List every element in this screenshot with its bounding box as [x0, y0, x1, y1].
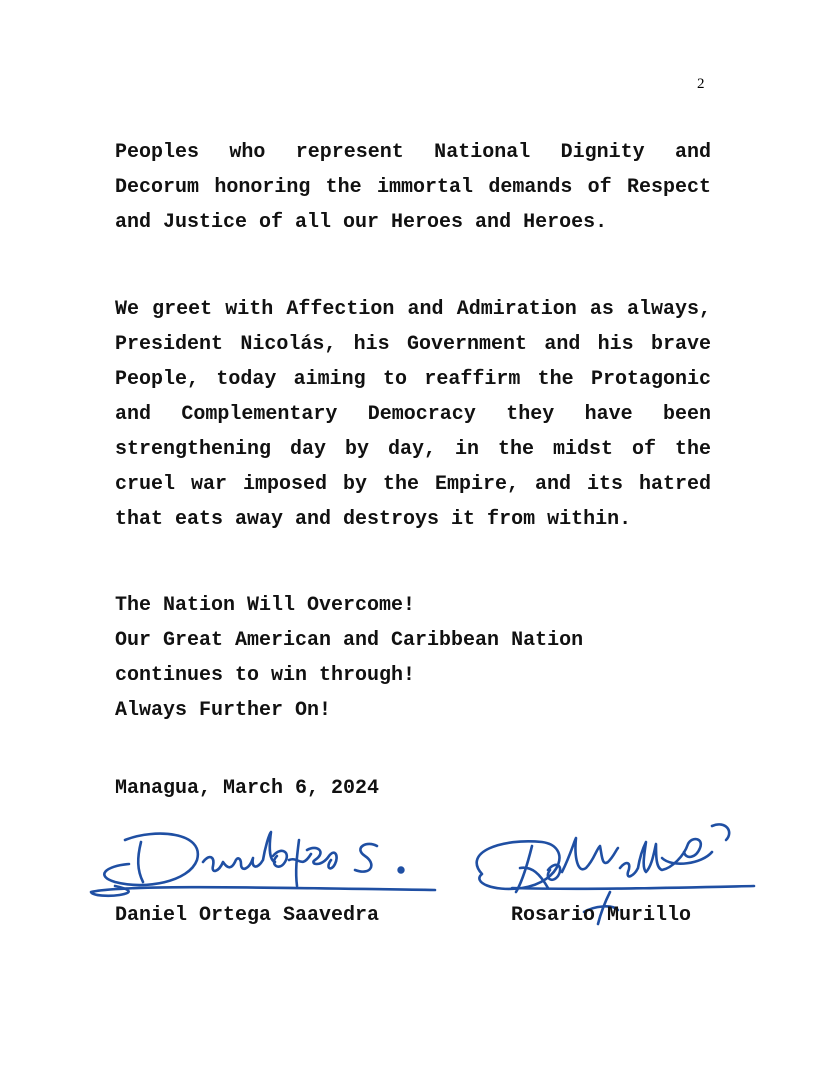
closing-line-3: continues to win through!	[115, 664, 416, 687]
closing-line-2: Our Great American and Caribbean Nation	[115, 629, 584, 652]
signatory-name-1: Daniel Ortega Saavedra	[115, 904, 380, 927]
signatory-name-2: Rosario Murillo	[511, 904, 692, 927]
closing-block	[115, 588, 735, 728]
signature-daniel-ortega	[85, 820, 445, 900]
paragraph-2: We greet with Affection and Admiration as always, President Nicolás, his Government and his brave People, today aiming to reaffirm the Protagonic and Complementary Democracy they have been strengthening day by day, in the midst of the cruel war imposed by the Empire, and its hatred that eats away and destroys it from within.	[115, 298, 711, 531]
closing-line-4: Always Further On!	[115, 699, 332, 722]
closing-line-1: The Nation Will Overcome!	[115, 594, 416, 617]
place-date: Managua, March 6, 2024	[115, 777, 380, 800]
page-number: 2	[697, 76, 705, 92]
paragraph-1: Peoples who represent National Dignity and Decorum honoring the immortal demands of Respect and Justice of all our Heroes and Heroes.	[115, 141, 711, 234]
